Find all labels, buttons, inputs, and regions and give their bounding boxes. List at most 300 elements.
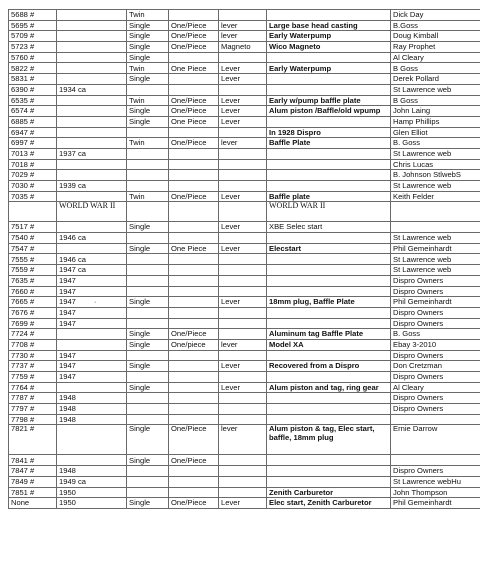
feature-cell: Alum piston /Baffle/old wpump bbox=[267, 106, 391, 117]
piece-cell bbox=[169, 393, 219, 404]
feature-cell: Large base head casting bbox=[267, 20, 391, 31]
owner-cell bbox=[391, 202, 480, 222]
table-row bbox=[9, 498, 480, 509]
year-cell bbox=[57, 74, 127, 85]
piece-cell bbox=[169, 148, 219, 159]
control-cell bbox=[219, 148, 267, 159]
owner-cell: Dispro Owners bbox=[391, 372, 480, 383]
piece-cell bbox=[169, 297, 219, 308]
piece-cell bbox=[169, 159, 219, 170]
control-cell bbox=[219, 487, 267, 498]
feature-cell: Aluminum tag Baffle Plate bbox=[267, 329, 391, 340]
motor-serial-table bbox=[8, 9, 480, 509]
year-cell bbox=[57, 127, 127, 138]
table-row bbox=[9, 275, 480, 286]
feature-cell: Early Waterpump bbox=[267, 31, 391, 42]
control-cell bbox=[219, 52, 267, 63]
cylinder-type-cell: Twin bbox=[127, 10, 169, 21]
piece-cell bbox=[169, 307, 219, 318]
year-cell: 1934 ca bbox=[57, 84, 127, 95]
piece-cell bbox=[169, 404, 219, 415]
table-row bbox=[9, 372, 480, 383]
control-cell bbox=[219, 10, 267, 21]
serial-number-cell: 7555 # bbox=[9, 254, 57, 265]
feature-cell bbox=[267, 350, 391, 361]
piece-cell bbox=[169, 476, 219, 487]
control-cell bbox=[219, 414, 267, 425]
control-cell bbox=[219, 159, 267, 170]
table-row bbox=[9, 63, 480, 74]
serial-number-cell: 7764 # bbox=[9, 382, 57, 393]
piece-cell: One/Piece bbox=[169, 425, 219, 455]
cylinder-type-cell bbox=[127, 393, 169, 404]
feature-cell: Alum piston & tag, Elec start, baffle, 18mm plug bbox=[267, 425, 391, 455]
table-row bbox=[9, 74, 480, 85]
feature-cell bbox=[267, 74, 391, 85]
cylinder-type-cell: Single bbox=[127, 455, 169, 466]
serial-number-cell: 7708 # bbox=[9, 339, 57, 350]
serial-number-cell: 6947 # bbox=[9, 127, 57, 138]
year-cell: 1947 bbox=[57, 318, 127, 329]
owner-cell bbox=[391, 222, 480, 233]
piece-cell bbox=[169, 361, 219, 372]
year-cell bbox=[57, 138, 127, 149]
feature-cell bbox=[267, 265, 391, 276]
piece-cell bbox=[169, 372, 219, 383]
year-cell: 1947 ca bbox=[57, 265, 127, 276]
cylinder-type-cell bbox=[127, 265, 169, 276]
cylinder-type-cell: Single bbox=[127, 361, 169, 372]
feature-cell bbox=[267, 404, 391, 415]
serial-number-cell: 5760 # bbox=[9, 52, 57, 63]
piece-cell: One Piece bbox=[169, 243, 219, 254]
table-row bbox=[9, 127, 480, 138]
table-row bbox=[9, 286, 480, 297]
year-cell: WORLD WAR II bbox=[57, 202, 127, 222]
feature-cell bbox=[267, 233, 391, 244]
table-row bbox=[9, 425, 480, 455]
owner-cell: Al Cleary bbox=[391, 382, 480, 393]
owner-cell: Don Cretzman bbox=[391, 361, 480, 372]
piece-cell: One Piece bbox=[169, 63, 219, 74]
table-row bbox=[9, 222, 480, 233]
serial-number-cell: None bbox=[9, 498, 57, 509]
piece-cell bbox=[169, 265, 219, 276]
owner-cell: Dispro Owners bbox=[391, 286, 480, 297]
owner-cell: St Lawrence web bbox=[391, 148, 480, 159]
feature-cell bbox=[267, 307, 391, 318]
piece-cell bbox=[169, 202, 219, 222]
piece-cell: One/Piece bbox=[169, 455, 219, 466]
control-cell: Lever bbox=[219, 63, 267, 74]
serial-number-cell: 7851 # bbox=[9, 487, 57, 498]
owner-cell: St Lawrence web bbox=[391, 181, 480, 192]
piece-cell bbox=[169, 382, 219, 393]
control-cell bbox=[219, 372, 267, 383]
control-cell bbox=[219, 393, 267, 404]
feature-cell: Baffle plate bbox=[267, 191, 391, 202]
feature-cell: Alum piston and tag, ring gear bbox=[267, 382, 391, 393]
cylinder-type-cell: Single bbox=[127, 222, 169, 233]
feature-cell: In 1928 Dispro bbox=[267, 127, 391, 138]
owner-cell: St Lawrence webHu bbox=[391, 476, 480, 487]
cylinder-type-cell bbox=[127, 350, 169, 361]
year-cell bbox=[57, 63, 127, 74]
serial-number-cell: 6390 # bbox=[9, 84, 57, 95]
serial-number-cell: 7635 # bbox=[9, 275, 57, 286]
table-row bbox=[9, 243, 480, 254]
year-cell: 1939 ca bbox=[57, 181, 127, 192]
year-cell bbox=[57, 95, 127, 106]
owner-cell: Derek Pollard bbox=[391, 74, 480, 85]
cylinder-type-cell: Twin bbox=[127, 63, 169, 74]
table-row bbox=[9, 31, 480, 42]
control-cell: Lever bbox=[219, 243, 267, 254]
cylinder-type-cell: Single bbox=[127, 20, 169, 31]
cylinder-type-cell bbox=[127, 159, 169, 170]
table-row bbox=[9, 476, 480, 487]
table-row bbox=[9, 52, 480, 63]
owner-cell: John Laing bbox=[391, 106, 480, 117]
feature-cell: 18mm plug, Baffle Plate bbox=[267, 297, 391, 308]
year-cell bbox=[57, 191, 127, 202]
table-body bbox=[9, 10, 480, 509]
serial-number-cell: 7699 # bbox=[9, 318, 57, 329]
cylinder-type-cell bbox=[127, 404, 169, 415]
serial-number-cell: 7841 # bbox=[9, 455, 57, 466]
serial-number-cell: 6885 # bbox=[9, 116, 57, 127]
cylinder-type-cell: Single bbox=[127, 106, 169, 117]
piece-cell bbox=[169, 350, 219, 361]
serial-number-cell: 7821 # bbox=[9, 425, 57, 455]
spreadsheet-page bbox=[8, 9, 480, 509]
cylinder-type-cell bbox=[127, 84, 169, 95]
owner-cell: B Goss bbox=[391, 63, 480, 74]
control-cell bbox=[219, 181, 267, 192]
piece-cell: One/Piece bbox=[169, 31, 219, 42]
piece-cell bbox=[169, 181, 219, 192]
serial-number-cell: 7030 # bbox=[9, 181, 57, 192]
year-cell bbox=[57, 222, 127, 233]
cylinder-type-cell bbox=[127, 307, 169, 318]
control-cell: Lever bbox=[219, 95, 267, 106]
control-cell bbox=[219, 127, 267, 138]
piece-cell: One/Piece bbox=[169, 106, 219, 117]
serial-number-cell: 5822 # bbox=[9, 63, 57, 74]
feature-cell: XBE Selec start bbox=[267, 222, 391, 233]
piece-cell: One/Piece bbox=[169, 329, 219, 340]
owner-cell: Phil Gemeinhardt bbox=[391, 243, 480, 254]
piece-cell: One/Piece bbox=[169, 191, 219, 202]
owner-cell: Ray Prophet bbox=[391, 42, 480, 53]
control-cell: Lever bbox=[219, 74, 267, 85]
control-cell bbox=[219, 350, 267, 361]
year-cell: 1947 bbox=[57, 361, 127, 372]
cylinder-type-cell bbox=[127, 181, 169, 192]
owner-cell: St Lawrence web bbox=[391, 84, 480, 95]
serial-number-cell: 6535 # bbox=[9, 95, 57, 106]
piece-cell bbox=[169, 84, 219, 95]
cylinder-type-cell: Single bbox=[127, 382, 169, 393]
serial-number-cell: 7797 # bbox=[9, 404, 57, 415]
feature-cell bbox=[267, 476, 391, 487]
year-cell bbox=[57, 425, 127, 455]
cylinder-type-cell bbox=[127, 476, 169, 487]
piece-cell: One/Piece bbox=[169, 95, 219, 106]
feature-cell: Early w/pump baffle plate bbox=[267, 95, 391, 106]
year-cell bbox=[57, 52, 127, 63]
piece-cell bbox=[169, 275, 219, 286]
control-cell: Magneto bbox=[219, 42, 267, 53]
control-cell bbox=[219, 455, 267, 466]
year-cell bbox=[57, 339, 127, 350]
cylinder-type-cell bbox=[127, 148, 169, 159]
owner-cell: B.Goss bbox=[391, 20, 480, 31]
year-cell bbox=[57, 159, 127, 170]
table-row bbox=[9, 455, 480, 466]
cylinder-type-cell: Single bbox=[127, 42, 169, 53]
control-cell: lever bbox=[219, 138, 267, 149]
serial-number-cell: 5831 # bbox=[9, 74, 57, 85]
serial-number-cell: 7013 # bbox=[9, 148, 57, 159]
table-row bbox=[9, 20, 480, 31]
table-row bbox=[9, 414, 480, 425]
table-row bbox=[9, 297, 480, 308]
owner-cell: Dick Day bbox=[391, 10, 480, 21]
piece-cell: One/Piece bbox=[169, 42, 219, 53]
cylinder-type-cell: Twin bbox=[127, 95, 169, 106]
control-cell bbox=[219, 265, 267, 276]
serial-number-cell: 7730 # bbox=[9, 350, 57, 361]
year-cell: 1947 bbox=[57, 275, 127, 286]
owner-cell: B. Goss bbox=[391, 329, 480, 340]
serial-number-cell: 6997 # bbox=[9, 138, 57, 149]
year-cell bbox=[57, 106, 127, 117]
owner-cell: Dispro Owners bbox=[391, 350, 480, 361]
control-cell: lever bbox=[219, 31, 267, 42]
table-row bbox=[9, 10, 480, 21]
cylinder-type-cell: Single bbox=[127, 498, 169, 509]
cylinder-type-cell: Single bbox=[127, 243, 169, 254]
serial-number-cell: 7665 # bbox=[9, 297, 57, 308]
cylinder-type-cell bbox=[127, 254, 169, 265]
cylinder-type-cell: Single bbox=[127, 297, 169, 308]
serial-number-cell: 5695 # bbox=[9, 20, 57, 31]
table-row bbox=[9, 382, 480, 393]
table-row bbox=[9, 170, 480, 181]
year-cell: 1947 bbox=[57, 307, 127, 318]
serial-number-cell: 7660 # bbox=[9, 286, 57, 297]
year-cell bbox=[57, 42, 127, 53]
control-cell bbox=[219, 170, 267, 181]
feature-cell bbox=[267, 159, 391, 170]
owner-cell: Glen Elliot bbox=[391, 127, 480, 138]
table-row bbox=[9, 84, 480, 95]
piece-cell bbox=[169, 318, 219, 329]
piece-cell bbox=[169, 466, 219, 477]
serial-number-cell: 7798 # bbox=[9, 414, 57, 425]
control-cell: Lever bbox=[219, 361, 267, 372]
table-row bbox=[9, 361, 480, 372]
table-row bbox=[9, 350, 480, 361]
table-row bbox=[9, 181, 480, 192]
owner-cell: Dispro Owners bbox=[391, 393, 480, 404]
control-cell bbox=[219, 476, 267, 487]
piece-cell bbox=[169, 487, 219, 498]
cylinder-type-cell bbox=[127, 414, 169, 425]
owner-cell: Al Cleary bbox=[391, 52, 480, 63]
table-row bbox=[9, 116, 480, 127]
piece-cell: One/piece bbox=[169, 339, 219, 350]
cylinder-type-cell: Single bbox=[127, 31, 169, 42]
year-cell: 1950 bbox=[57, 498, 127, 509]
owner-cell: B. Goss bbox=[391, 138, 480, 149]
year-cell: 1948 bbox=[57, 466, 127, 477]
table-row bbox=[9, 42, 480, 53]
year-cell bbox=[57, 116, 127, 127]
cylinder-type-cell: Twin bbox=[127, 138, 169, 149]
feature-cell: Model XA bbox=[267, 339, 391, 350]
feature-cell bbox=[267, 318, 391, 329]
piece-cell: One/Piece bbox=[169, 138, 219, 149]
owner-cell: Chris Lucas bbox=[391, 159, 480, 170]
serial-number-cell: 7724 # bbox=[9, 329, 57, 340]
cylinder-type-cell bbox=[127, 372, 169, 383]
serial-number-cell: 7847 # bbox=[9, 466, 57, 477]
year-cell bbox=[57, 20, 127, 31]
serial-number-cell: 6574 # bbox=[9, 106, 57, 117]
cylinder-type-cell: Twin bbox=[127, 191, 169, 202]
year-cell: 1937 ca bbox=[57, 148, 127, 159]
owner-cell: Ebay 3-2010 bbox=[391, 339, 480, 350]
piece-cell bbox=[169, 222, 219, 233]
cylinder-type-cell bbox=[127, 487, 169, 498]
feature-cell bbox=[267, 181, 391, 192]
control-cell: Lever bbox=[219, 498, 267, 509]
control-cell bbox=[219, 307, 267, 318]
year-cell: 1949 ca bbox=[57, 476, 127, 487]
serial-number-cell: 7018 # bbox=[9, 159, 57, 170]
serial-number-cell bbox=[9, 202, 57, 222]
serial-number-cell: 7787 # bbox=[9, 393, 57, 404]
table-row bbox=[9, 106, 480, 117]
year-cell: 1948 bbox=[57, 404, 127, 415]
table-row bbox=[9, 329, 480, 340]
feature-cell bbox=[267, 10, 391, 21]
feature-cell bbox=[267, 393, 391, 404]
owner-cell: Dispro Owners bbox=[391, 466, 480, 477]
feature-cell bbox=[267, 170, 391, 181]
control-cell bbox=[219, 84, 267, 95]
piece-cell: One/Piece bbox=[169, 20, 219, 31]
piece-cell bbox=[169, 10, 219, 21]
owner-cell: St Lawrence web bbox=[391, 233, 480, 244]
piece-cell bbox=[169, 127, 219, 138]
owner-cell: Ernie Darrow bbox=[391, 425, 480, 455]
serial-number-cell: 7517 # bbox=[9, 222, 57, 233]
owner-cell bbox=[391, 414, 480, 425]
serial-number-cell: 5723 # bbox=[9, 42, 57, 53]
owner-cell: Keith Felder bbox=[391, 191, 480, 202]
cylinder-type-cell: Single bbox=[127, 52, 169, 63]
owner-cell: Doug Kimball bbox=[391, 31, 480, 42]
table-row bbox=[9, 233, 480, 244]
owner-cell: B Goss bbox=[391, 95, 480, 106]
cylinder-type-cell bbox=[127, 466, 169, 477]
feature-cell bbox=[267, 455, 391, 466]
table-row bbox=[9, 265, 480, 276]
year-cell bbox=[57, 243, 127, 254]
serial-number-cell: 5688 # bbox=[9, 10, 57, 21]
feature-cell: Elec start, Zenith Carburetor bbox=[267, 498, 391, 509]
feature-cell: Recovered from a Dispro bbox=[267, 361, 391, 372]
serial-number-cell: 5709 # bbox=[9, 31, 57, 42]
control-cell: Lever bbox=[219, 222, 267, 233]
cylinder-type-cell bbox=[127, 202, 169, 222]
year-cell bbox=[57, 329, 127, 340]
feature-cell: Early Waterpump bbox=[267, 63, 391, 74]
feature-cell bbox=[267, 52, 391, 63]
year-cell: 1946 ca bbox=[57, 254, 127, 265]
piece-cell bbox=[169, 52, 219, 63]
year-cell: 1946 ca bbox=[57, 233, 127, 244]
control-cell bbox=[219, 404, 267, 415]
feature-cell: Wico Magneto bbox=[267, 42, 391, 53]
table-row bbox=[9, 159, 480, 170]
owner-cell: John Thompson bbox=[391, 487, 480, 498]
table-row bbox=[9, 254, 480, 265]
control-cell bbox=[219, 233, 267, 244]
cylinder-type-cell: Single bbox=[127, 116, 169, 127]
feature-cell: WORLD WAR II bbox=[267, 202, 391, 222]
stray-mark: · bbox=[93, 297, 97, 307]
piece-cell bbox=[169, 414, 219, 425]
feature-cell bbox=[267, 84, 391, 95]
control-cell bbox=[219, 466, 267, 477]
serial-number-cell: 7029 # bbox=[9, 170, 57, 181]
feature-cell bbox=[267, 148, 391, 159]
control-cell bbox=[219, 275, 267, 286]
table-row bbox=[9, 202, 480, 222]
feature-cell: Baffle Plate bbox=[267, 138, 391, 149]
serial-number-cell: 7737 # bbox=[9, 361, 57, 372]
piece-cell bbox=[169, 233, 219, 244]
year-cell bbox=[57, 382, 127, 393]
owner-cell: Hamp Phillips bbox=[391, 116, 480, 127]
year-cell bbox=[57, 31, 127, 42]
table-row bbox=[9, 404, 480, 415]
serial-number-cell: 7676 # bbox=[9, 307, 57, 318]
feature-cell: Zenith Carburetor bbox=[267, 487, 391, 498]
feature-cell bbox=[267, 414, 391, 425]
control-cell: lever bbox=[219, 425, 267, 455]
serial-number-cell: 7559 # bbox=[9, 265, 57, 276]
year-cell: 1947 bbox=[57, 286, 127, 297]
year-cell bbox=[57, 170, 127, 181]
control-cell: lever bbox=[219, 339, 267, 350]
control-cell: Lever bbox=[219, 191, 267, 202]
year-cell: 1947 bbox=[57, 350, 127, 361]
piece-cell bbox=[169, 170, 219, 181]
control-cell: Lever bbox=[219, 116, 267, 127]
serial-number-cell: 7035 # bbox=[9, 191, 57, 202]
control-cell: lever bbox=[219, 20, 267, 31]
cylinder-type-cell: Single bbox=[127, 329, 169, 340]
piece-cell: One Piece bbox=[169, 116, 219, 127]
serial-number-cell: 7849 # bbox=[9, 476, 57, 487]
owner-cell: B. Johnson StlwebS bbox=[391, 170, 480, 181]
control-cell bbox=[219, 329, 267, 340]
